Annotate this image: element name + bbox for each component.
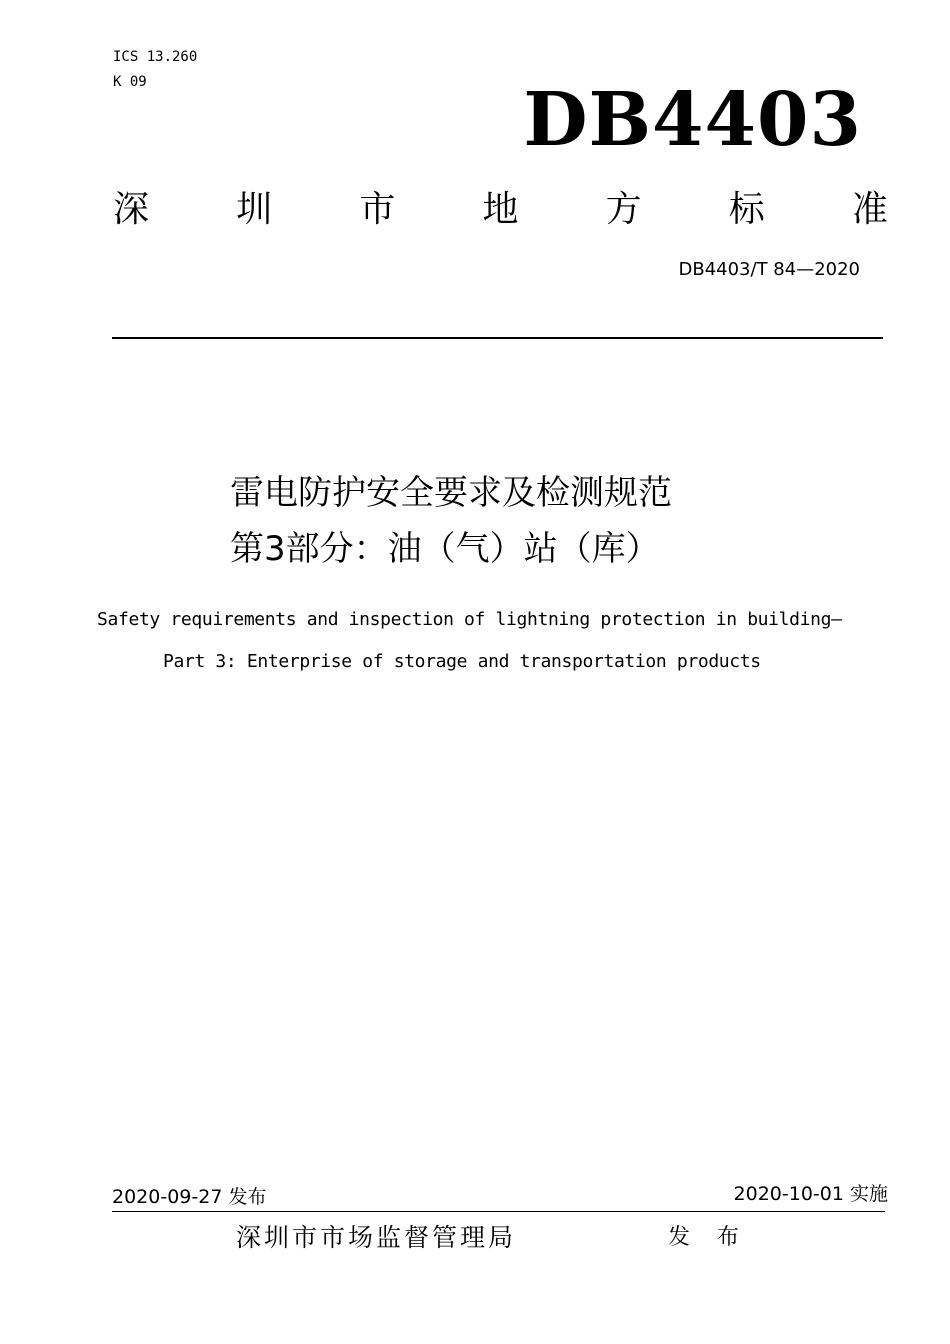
standard-type-char: 地 [482, 189, 519, 230]
publish-label: 发 布 [668, 1225, 749, 1250]
title-chinese-line-2: 第3部分：油（气）站（库） [230, 529, 660, 569]
standard-type-char: 准 [851, 189, 888, 230]
ics-code: ICS 13.260 [113, 49, 198, 65]
issuing-authority: 深圳市市场监督管理局 [236, 1223, 517, 1252]
standard-number: DB4403/T 84—2020 [678, 259, 860, 280]
standard-logo: DB4403 [523, 77, 862, 163]
standard-type-char: 深 [113, 189, 150, 230]
standard-type-heading [113, 186, 888, 234]
classification-code: K 09 [113, 74, 147, 90]
standard-type-char: 市 [359, 189, 396, 230]
title-chinese-line-1: 雷电防护安全要求及检测规范 [230, 473, 672, 513]
standard-type-char: 方 [605, 189, 642, 230]
standard-type-char: 圳 [236, 189, 273, 230]
title-english-line-1: Safety requirements and inspection of lightning protection in building— [97, 609, 842, 630]
issue-date: 2020-09-27 发布 [112, 1186, 267, 1208]
footer-divider [112, 1211, 885, 1212]
title-english-line-2: Part 3: Enterprise of storage and transportation products [163, 651, 761, 672]
standard-type-char: 标 [728, 189, 765, 230]
header-divider [112, 337, 883, 339]
implementation-date: 2020-10-01 实施 [733, 1183, 888, 1205]
